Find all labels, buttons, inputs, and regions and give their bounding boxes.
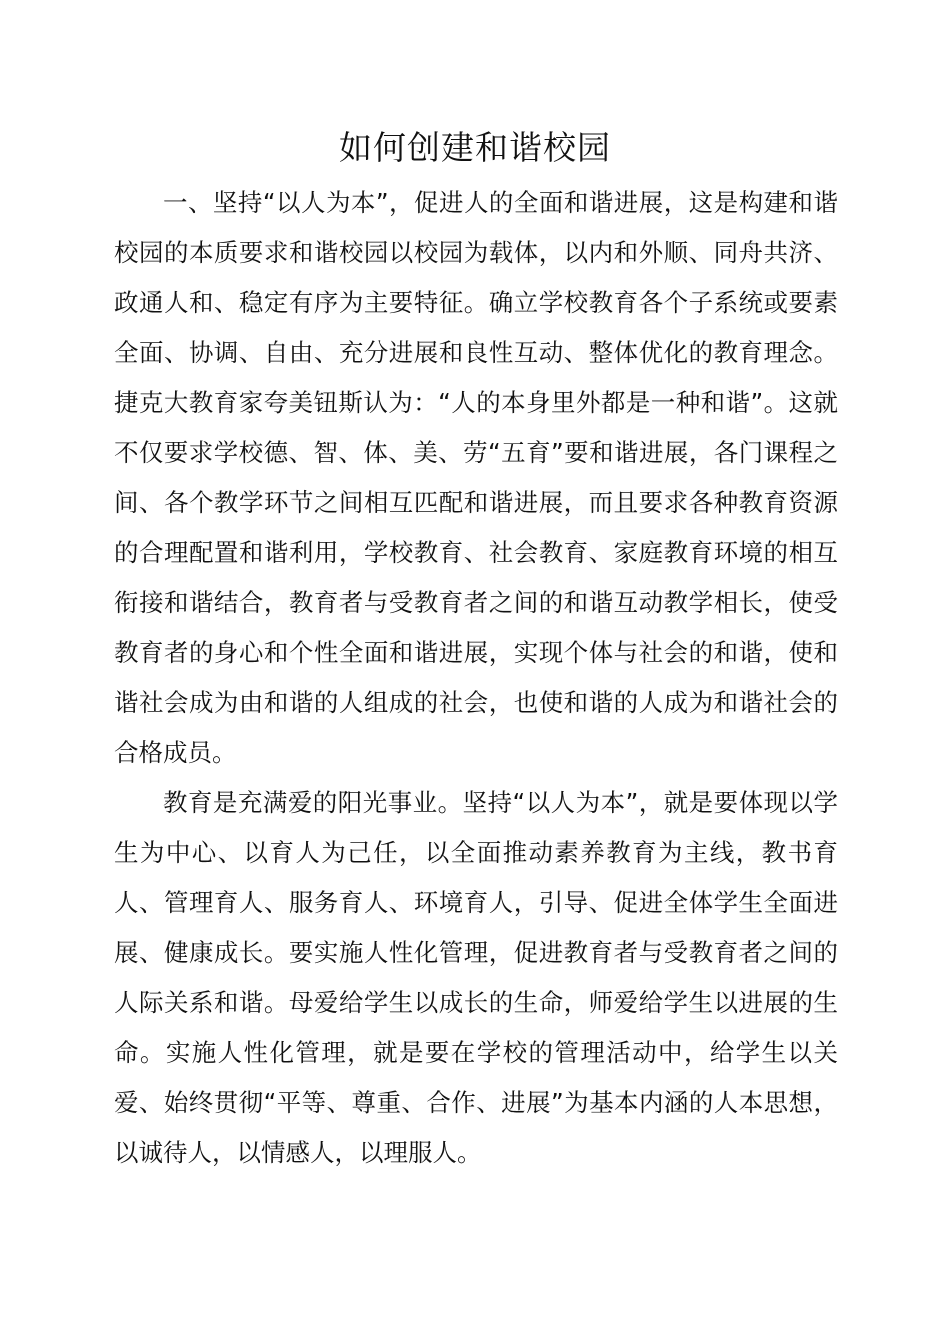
paragraph-2: 教育是充满爱的阳光事业。坚持“以人为本”，就是要体现以学生为中心、以育人为己任，以全面推动素养教育为主线，教书育人、管理育人、服务育人、环境育人，引导、促进全体学生全面进展、健康成长。要实施人性化管理，促进教育者与受教育者之间的人际关系和谐。母爱给学生以成长的生命，师爱给学生以进展的生命。实施人性化管理，就是要在学校的管理活动中，给学生以关爱、始终贯彻“平等、尊重、合作、进展”为基本内涵的人本思想，以诚待人，以情感人，以理服人。 <box>114 788 838 1167</box>
paragraph-1: 一、坚持“以人为本”，促进人的全面和谐进展，这是构建和谐校园的本质要求和谐校园以校园为载体，以内和外顺、同舟共济、政通人和、稳定有序为主要特征。确立学校教育各个子系统或要素全面、协调、自由、充分进展和良性互动、整体优化的教育理念。捷克大教育家夸美钮斯认为：“人的本身里外都是一种和谐”。这就不仅要求学校德、智、体、美、劳“五育”要和谐进展，各门课程之间、各个教学环节之间相互匹配和谐进展，而且要求各种教育资源的合理配置和谐利用，学校教育、社会教育、家庭教育环境的相互衔接和谐结合，教育者与受教育者之间的和谐互动教学相长，使受教育者的身心和个性全面和谐进展，实现个体与社会的和谐，使和谐社会成为由和谐的人组成的社会，也使和谐的人成为和谐社会的合格成员。 <box>114 188 838 767</box>
document-title: 如何创建和谐校园 <box>339 128 611 167</box>
document-body <box>114 178 838 1178</box>
